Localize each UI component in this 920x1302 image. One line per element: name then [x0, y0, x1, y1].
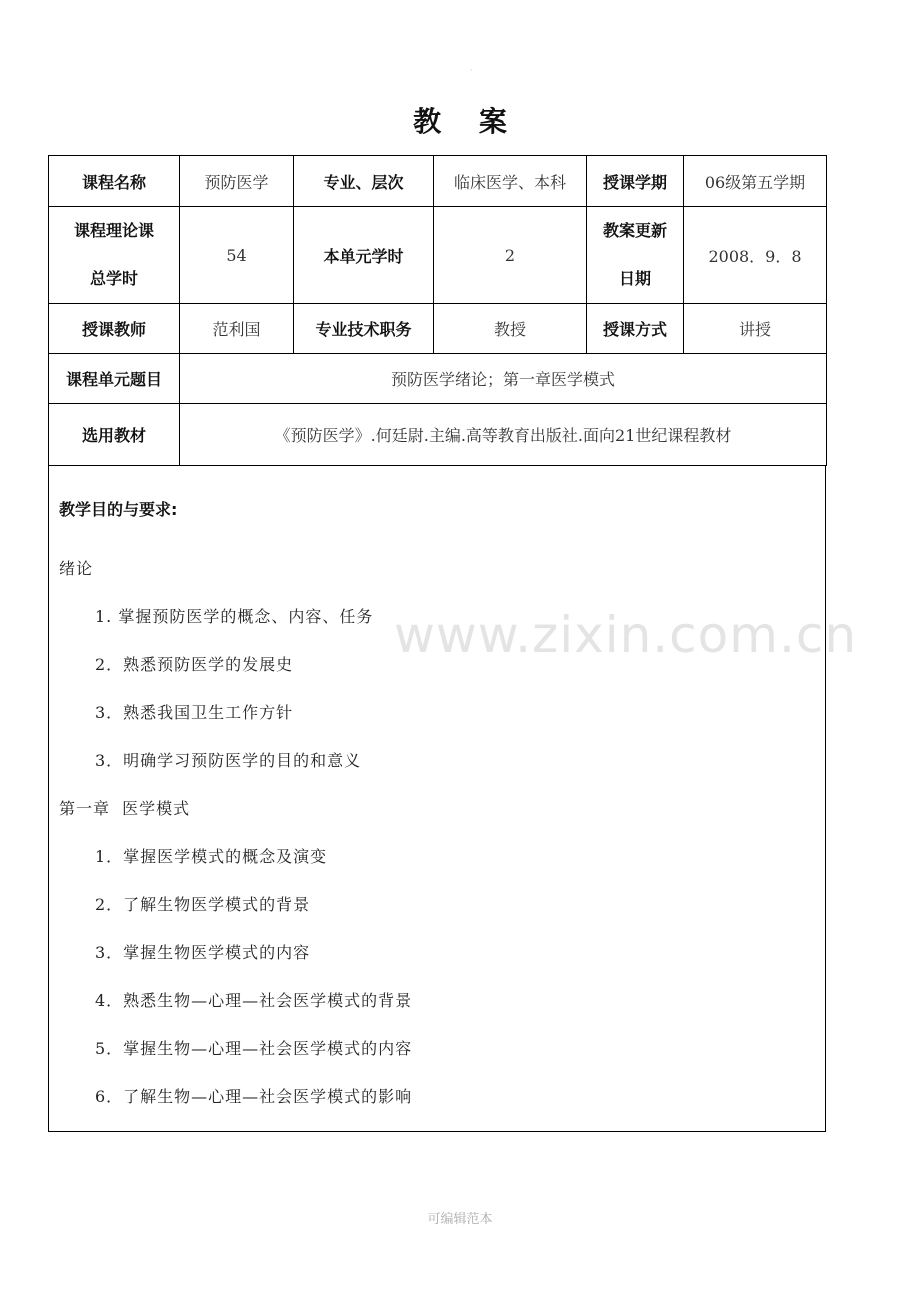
- course-info-table: [48, 155, 827, 466]
- intro-item-1: 1. 掌握预防医学的概念、内容、任务: [95, 607, 374, 626]
- table-row-textbook: [49, 404, 827, 466]
- table-row-teacher: [49, 304, 827, 354]
- update-date-value: 2008．9．8: [684, 207, 827, 304]
- chapter-item-5: 5．掌握生物—心理—社会医学模式的内容: [95, 1039, 413, 1058]
- total-hours-label-line2: 总学时: [89, 269, 138, 288]
- document-title: 教 案: [413, 105, 521, 138]
- semester-value: 06级第五学期: [684, 156, 827, 207]
- objectives-heading: 教学目的与要求:: [59, 500, 178, 519]
- teaching-objectives-box: [48, 465, 826, 1132]
- footer-note: 可编辑范本: [427, 1212, 493, 1227]
- professional-title-value: 教授: [434, 304, 587, 354]
- unit-hours-label: 本单元学时: [294, 207, 434, 304]
- professional-title-label: 专业技术职务: [294, 304, 434, 354]
- course-name-value: 预防医学: [180, 156, 294, 207]
- chapter-item-2: 2．了解生物医学模式的背景: [95, 895, 311, 914]
- textbook-label: 选用教材: [49, 404, 180, 466]
- teaching-method-label: 授课方式: [587, 304, 684, 354]
- table-row-unit-topic: [49, 354, 827, 404]
- intro-section-title: 绪论: [59, 559, 94, 578]
- header-dot-mark: ·: [470, 66, 473, 75]
- course-name-label: 课程名称: [49, 156, 180, 207]
- total-hours-value: 54: [180, 207, 294, 304]
- textbook-value: 《预防医学》.何廷尉.主编.高等教育出版社.面向21世纪课程教材: [180, 404, 827, 466]
- update-date-label-line1: 教案更新: [602, 221, 667, 240]
- chapter-item-6: 6．了解生物—心理—社会医学模式的影响: [95, 1087, 413, 1106]
- total-hours-label-line1: 课程理论课: [73, 221, 154, 240]
- watermark: www.zixin.com.cn: [394, 606, 858, 664]
- unit-hours-value: 2: [434, 207, 587, 304]
- major-level-value: 临床医学、本科: [434, 156, 587, 207]
- semester-label: 授课学期: [587, 156, 684, 207]
- update-date-label: [587, 207, 684, 304]
- unit-topic-label: 课程单元题目: [49, 354, 180, 404]
- teacher-label: 授课教师: [49, 304, 180, 354]
- chapter-item-4: 4．熟悉生物—心理—社会医学模式的背景: [95, 991, 413, 1010]
- update-date-label-line2: 日期: [618, 269, 651, 288]
- intro-item-3: 3．熟悉我国卫生工作方针: [95, 703, 294, 722]
- table-row-course: [49, 156, 827, 207]
- intro-item-2: 2．熟悉预防医学的发展史: [95, 655, 294, 674]
- total-hours-label: [49, 207, 180, 304]
- intro-item-4: 3．明确学习预防医学的目的和意义: [95, 751, 362, 770]
- teacher-value: 范利国: [180, 304, 294, 354]
- chapter-item-3: 3．掌握生物医学模式的内容: [95, 943, 311, 962]
- unit-topic-value: 预防医学绪论；第一章医学模式: [180, 354, 827, 404]
- chapter-item-1: 1．掌握医学模式的概念及演变: [95, 847, 328, 866]
- teaching-method-value: 讲授: [684, 304, 827, 354]
- major-level-label: 专业、层次: [294, 156, 434, 207]
- chapter-section-title: 第一章 医学模式: [59, 799, 191, 818]
- table-row-hours: [49, 207, 827, 304]
